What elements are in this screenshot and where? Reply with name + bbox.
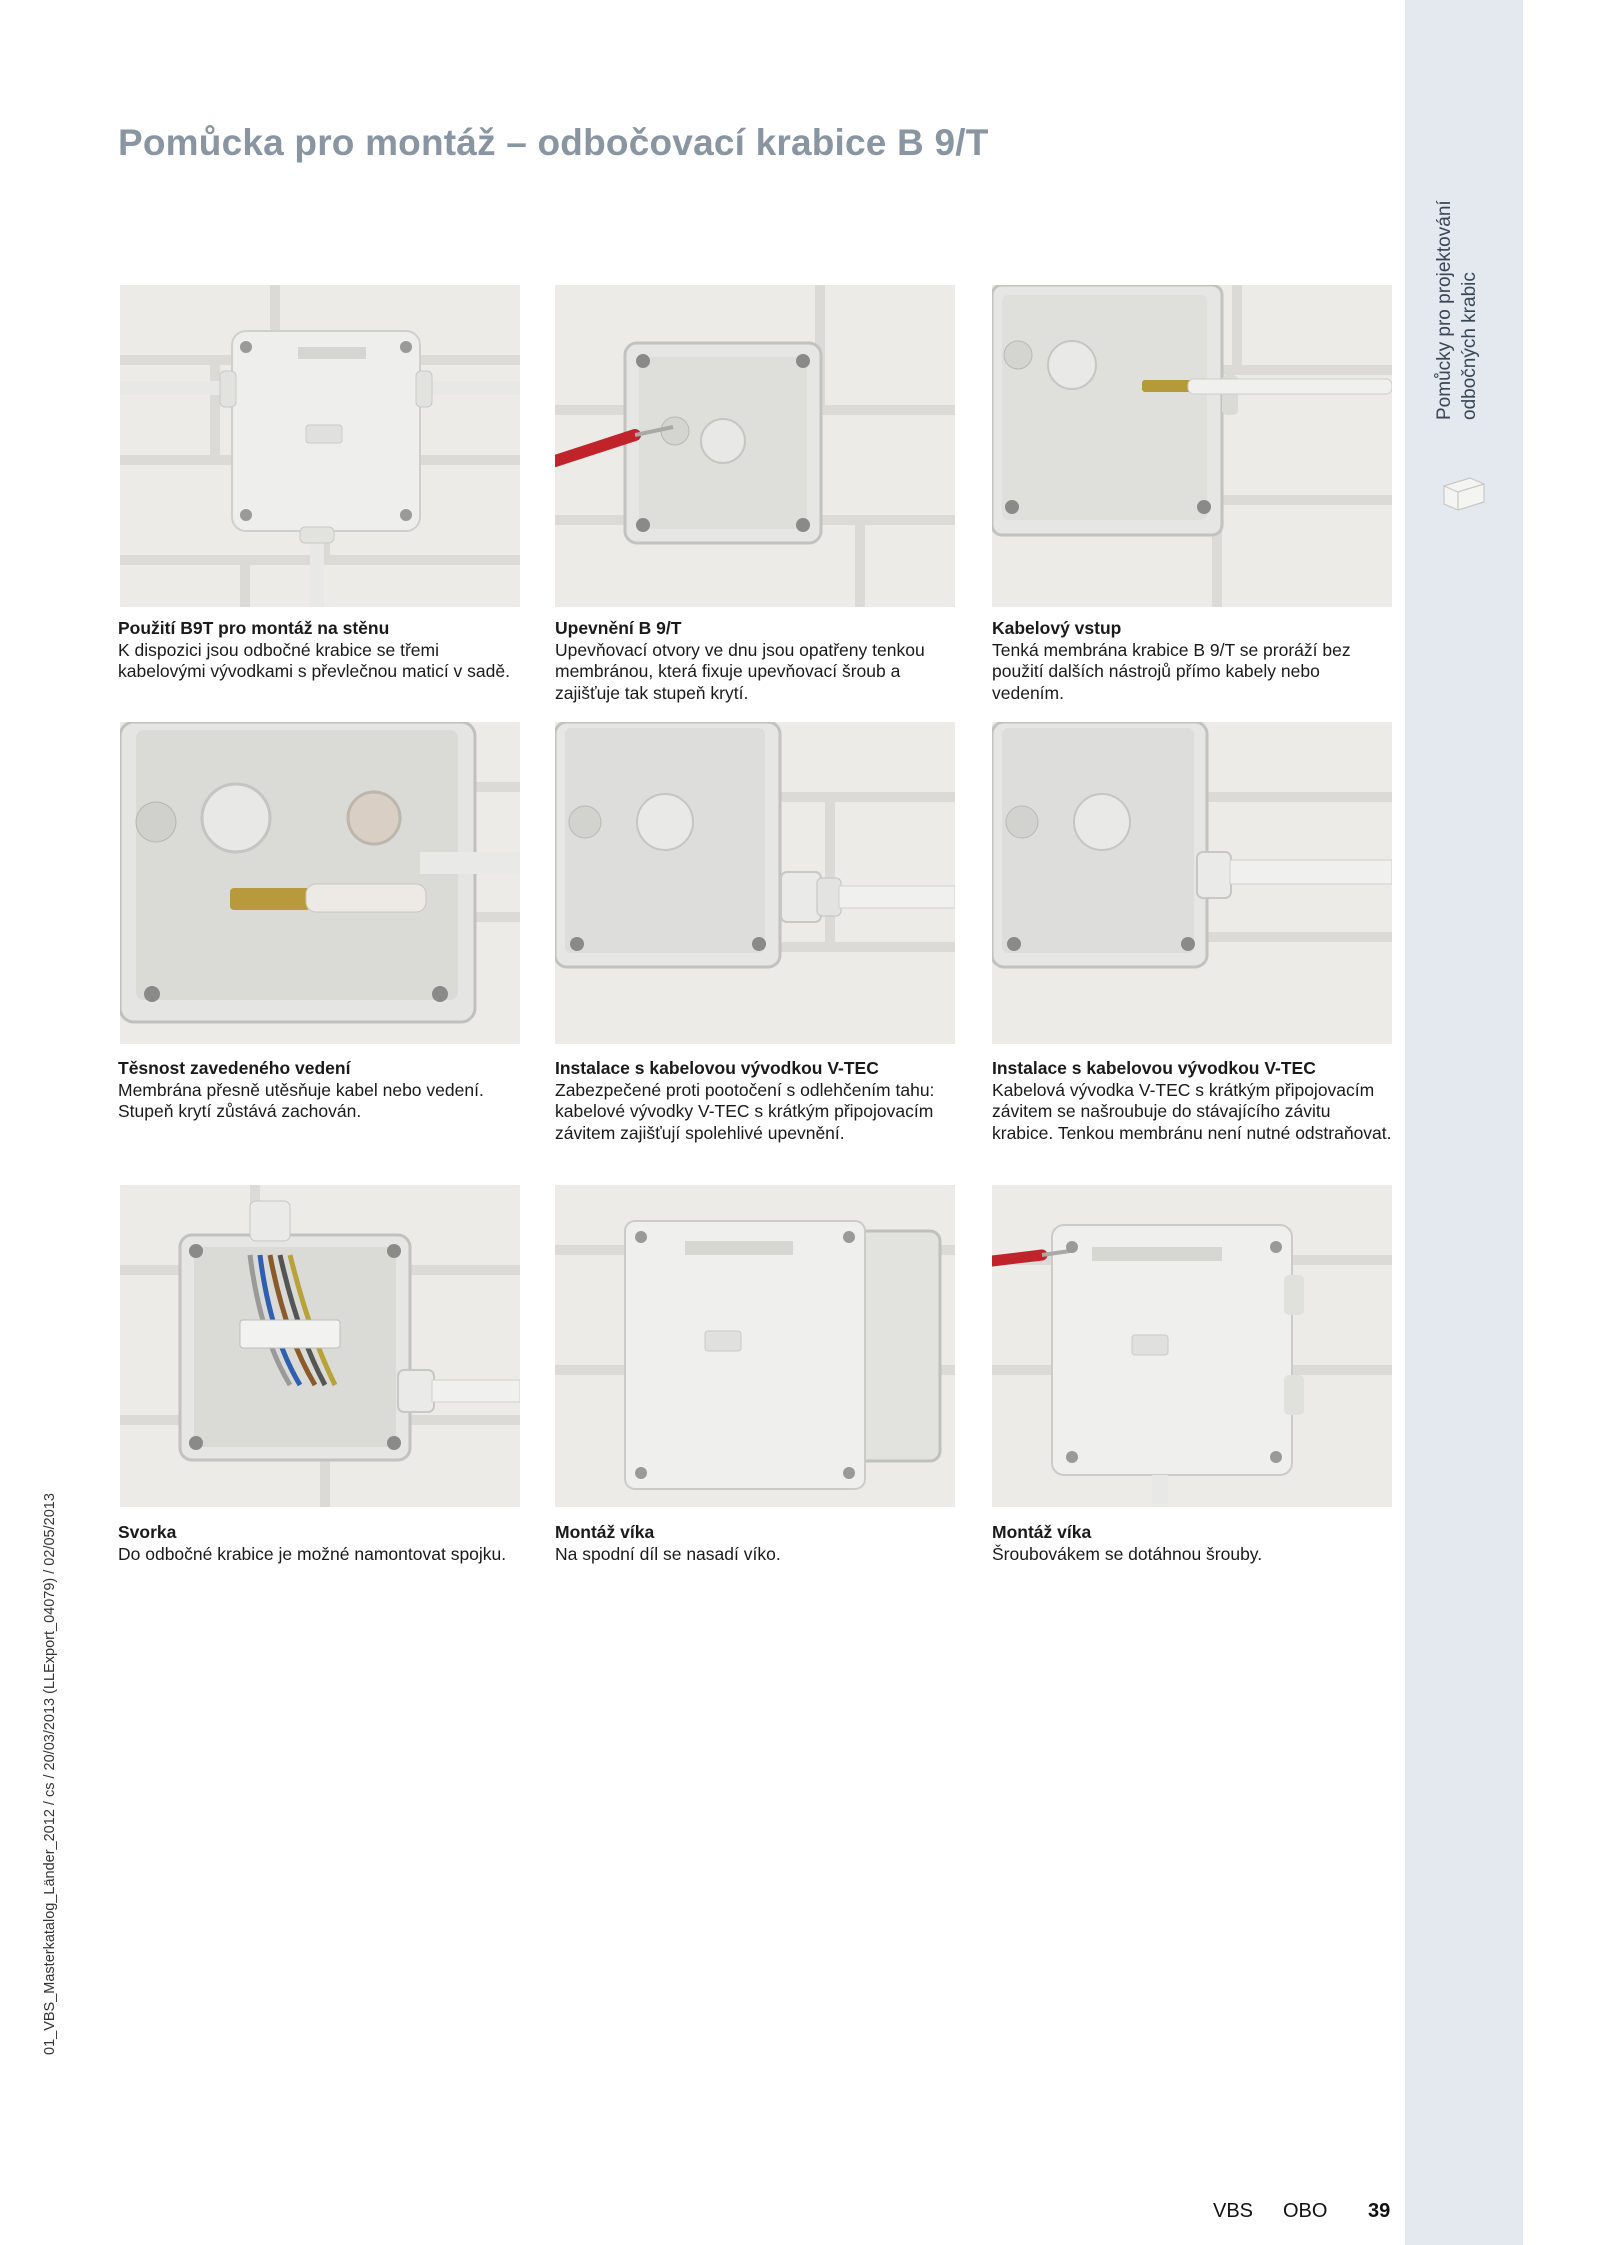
step-6-text: Kabelová vývodka V-TEC s krátkým připojovacím závitem se našroubuje do stávajícího závitu krabice. Tenkou membránu není nutné odstraňovat. <box>992 1079 1392 1143</box>
step-8-title: Montáž víka <box>555 1522 655 1542</box>
caption-step-5 <box>555 1058 959 1144</box>
step-7-text: Do odbočné krabice je možné namontovat spojku. <box>118 1543 507 1564</box>
photo-vtec-gland-b <box>992 722 1392 1044</box>
photo-terminal <box>120 1185 520 1507</box>
photo-vtec-gland-a <box>555 722 955 1044</box>
footer-brand-vbs: VBS <box>1213 2200 1254 2222</box>
photo-lid-fit <box>555 1185 955 1507</box>
footer-brand-obo: OBO <box>1283 2200 1328 2222</box>
photo-cable-entry <box>992 285 1392 607</box>
step-8-text: Na spodní díl se nasadí víko. <box>555 1543 781 1564</box>
caption-step-3 <box>992 618 1396 704</box>
side-tab-line2: odbočných krabic <box>1459 272 1480 420</box>
step-6-title: Instalace s kabelovou vývodkou V-TEC <box>992 1058 1316 1078</box>
caption-step-8 <box>555 1522 959 1565</box>
page-number: 39 <box>1368 2200 1391 2222</box>
photo-lid-screws <box>992 1185 1392 1507</box>
step-1-title: Použití B9T pro montáž na stěnu <box>118 618 390 638</box>
photo-sealed-cable <box>120 722 520 1044</box>
step-5-title: Instalace s kabelovou vývodkou V-TEC <box>555 1058 879 1078</box>
step-9-title: Montáž víka <box>992 1522 1092 1542</box>
junction-box-icon <box>1440 472 1488 512</box>
caption-step-4 <box>118 1058 522 1123</box>
caption-step-6 <box>992 1058 1396 1144</box>
photo-fixing-holes <box>555 285 955 607</box>
step-7-title: Svorka <box>118 1522 177 1542</box>
step-5-text: Zabezpečené proti pootočení s odlehčením tahu: kabelové vývodky V-TEC s krátkým připojovacím závitem zajišťují spolehlivé upevnění. <box>555 1079 935 1143</box>
step-3-title: Kabelový vstup <box>992 618 1122 638</box>
step-4-title: Těsnost zavedeného vedení <box>118 1058 351 1078</box>
side-tab-title <box>1432 120 1482 420</box>
step-2-title: Upevnění B 9/T <box>555 618 682 638</box>
caption-step-9 <box>992 1522 1396 1565</box>
caption-step-7 <box>118 1522 522 1565</box>
step-4-text: Membrána přesně utěsňuje kabel nebo vedení. Stupeň krytí zůstává zachován. <box>118 1079 484 1121</box>
step-2-text: Upevňovací otvory ve dnu jsou opatřeny tenkou membránou, která fixuje upevňovací šroub a zajišťuje tak stupeň krytí. <box>555 639 925 703</box>
step-1-text: K dispozici jsou odbočné krabice se třemi kabelovými vývodkami s převlečnou maticí v sadě. <box>118 639 510 681</box>
step-9-text: Šroubovákem se dotáhnou šrouby. <box>992 1543 1263 1564</box>
page-title: Pomůcka pro montáž – odbočovací krabice B 9/T <box>118 122 989 163</box>
caption-step-1 <box>118 618 522 683</box>
photo-wall-mount <box>120 285 520 607</box>
side-tab-line1: Pomůcky pro projektování <box>1434 200 1455 420</box>
document-meta: 01_VBS_Masterkatalog_Länder_2012 / cs / 20/03/2013 (LLExport_04079) / 02/05/2013 <box>42 1493 58 2055</box>
caption-step-2 <box>555 618 959 704</box>
step-3-text: Tenká membrána krabice B 9/T se proráží bez použití dalších nástrojů přímo kabely nebo vedením. <box>992 639 1351 703</box>
